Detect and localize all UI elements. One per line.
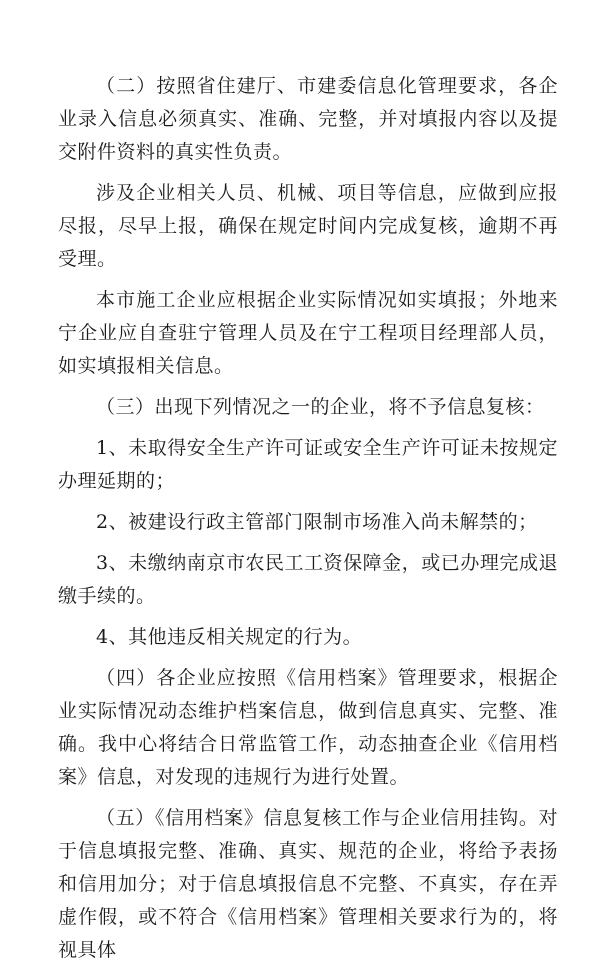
- document-page: [58, 70, 558, 975]
- paragraph-local-and-external-enterprises: 本市施工企业应根据企业实际情况如实填报；外地来宁企业应自查驻宁管理人员及在宁工程项目经理部人员，如实填报相关信息。: [58, 289, 558, 377]
- paragraph-section-4: （四）各企业应按照《信用档案》管理要求，根据企业实际情况动态维护档案信息，做到信息真实、完整、准确。我中心将结合日常监管工作，动态抽查企业《信用档案》信息，对发现的违规行为进行处置。: [58, 667, 558, 788]
- paragraph-report-requirements: 涉及企业相关人员、机械、项目等信息，应做到应报尽报，尽早上报，确保在规定时间内完成复核，逾期不再受理。: [58, 182, 558, 270]
- list-item-1: 1、未取得安全生产许可证或安全生产许可证未按规定办理延期的；: [58, 437, 558, 492]
- list-item-3: 3、未缴纳南京市农民工工资保障金，或已办理完成退缴手续的。: [58, 552, 558, 607]
- paragraph-section-5: （五）《信用档案》信息复核工作与企业信用挂钩。对于信息填报完整、准确、真实、规范的企业，将给予表扬和信用加分；对于信息填报信息不完整、不真实，存在弄虚作假，或不符合《信用档案》管理相关要求行为的，将视具体: [58, 807, 558, 961]
- list-item-2: 2、被建设行政主管部门限制市场准入尚未解禁的；: [96, 511, 538, 533]
- paragraph-section-3: （三）出现下列情况之一的企业，将不予信息复核：: [96, 396, 545, 418]
- paragraph-section-2: （二）按照省住建厅、市建委信息化管理要求，各企业录入信息必须真实、准确、完整，并对填报内容以及提交附件资料的真实性负责。: [58, 75, 558, 163]
- list-item-4: 4、其他违反相关规定的行为。: [96, 626, 363, 648]
